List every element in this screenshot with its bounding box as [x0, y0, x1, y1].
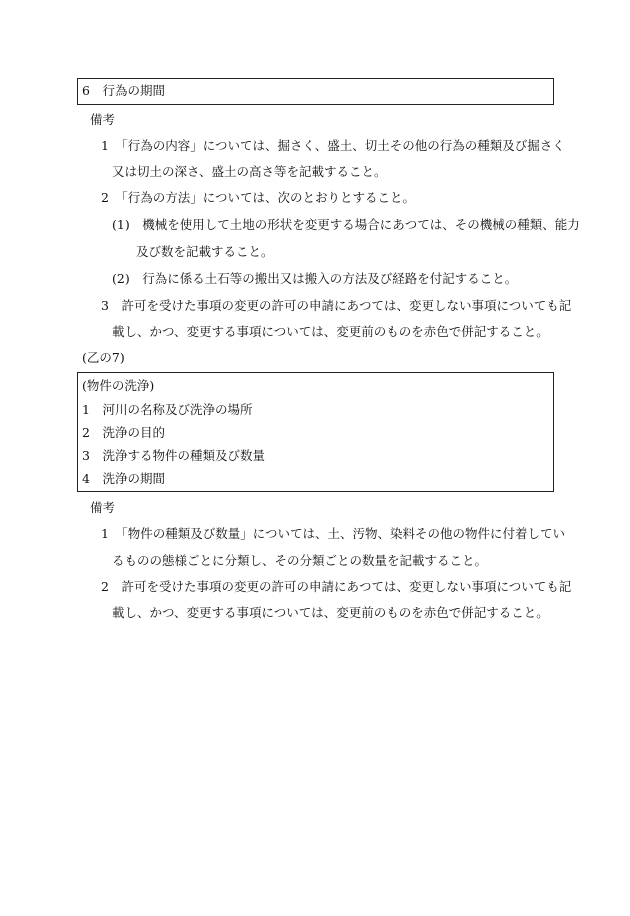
remark-item-3: 3 許可を受けた事項の変更の許可の申請にあつては、変更しない事項についても記 — [101, 298, 572, 313]
remark-item-1: 1 「行為の内容」については、掘さく、盛土、切土その他の行為の種類及び掘さく — [101, 138, 565, 153]
washing-item-4: 4 洗浄の期間 — [82, 471, 165, 486]
washing-item-1: 1 河川の名称及び洗浄の場所 — [82, 402, 253, 417]
remark-item-1-cont: 又は切土の深さ、盛土の高さ等を記載すること。 — [112, 164, 387, 179]
remarks-heading: 備考 — [90, 112, 116, 127]
remark-subitem-1: (1) 機械を使用して土地の形状を変更する場合にあつては、その機械の種類、能力 — [112, 217, 580, 232]
remark2-item-2: 2 許可を受けた事項の変更の許可の申請にあつては、変更しない事項についても記 — [101, 579, 572, 594]
remark-item-3-cont: 載し、かつ、変更する事項については、変更前のものを赤色で併記すること。 — [112, 324, 549, 339]
remark2-item-2-cont: 載し、かつ、変更する事項については、変更前のものを赤色で併記すること。 — [112, 605, 549, 620]
period-of-act-label: 6 行為の期間 — [82, 83, 165, 98]
remark2-item-1: 1 「物件の種類及び数量」については、土、汚物、染料その他の物件に付着してい — [101, 526, 565, 541]
form-label: (乙の7) — [82, 350, 125, 365]
remarks-heading-2: 備考 — [90, 500, 116, 515]
washing-box-title: (物件の洗浄) — [82, 378, 155, 393]
washing-item-3: 3 洗浄する物件の種類及び数量 — [82, 448, 265, 463]
washing-item-2: 2 洗浄の目的 — [82, 425, 165, 440]
remark-subitem-2: (2) 行為に係る土石等の搬出又は搬入の方法及び経路を付記すること。 — [112, 271, 518, 286]
remark-subitem-1-cont: 及び数を記載すること。 — [136, 244, 274, 259]
remark-item-2: 2 「行為の方法」については、次のとおりとすること。 — [101, 190, 415, 205]
remark2-item-1-cont: るものの態様ごとに分類し、その分類ごとの数量を記載すること。 — [112, 553, 488, 568]
